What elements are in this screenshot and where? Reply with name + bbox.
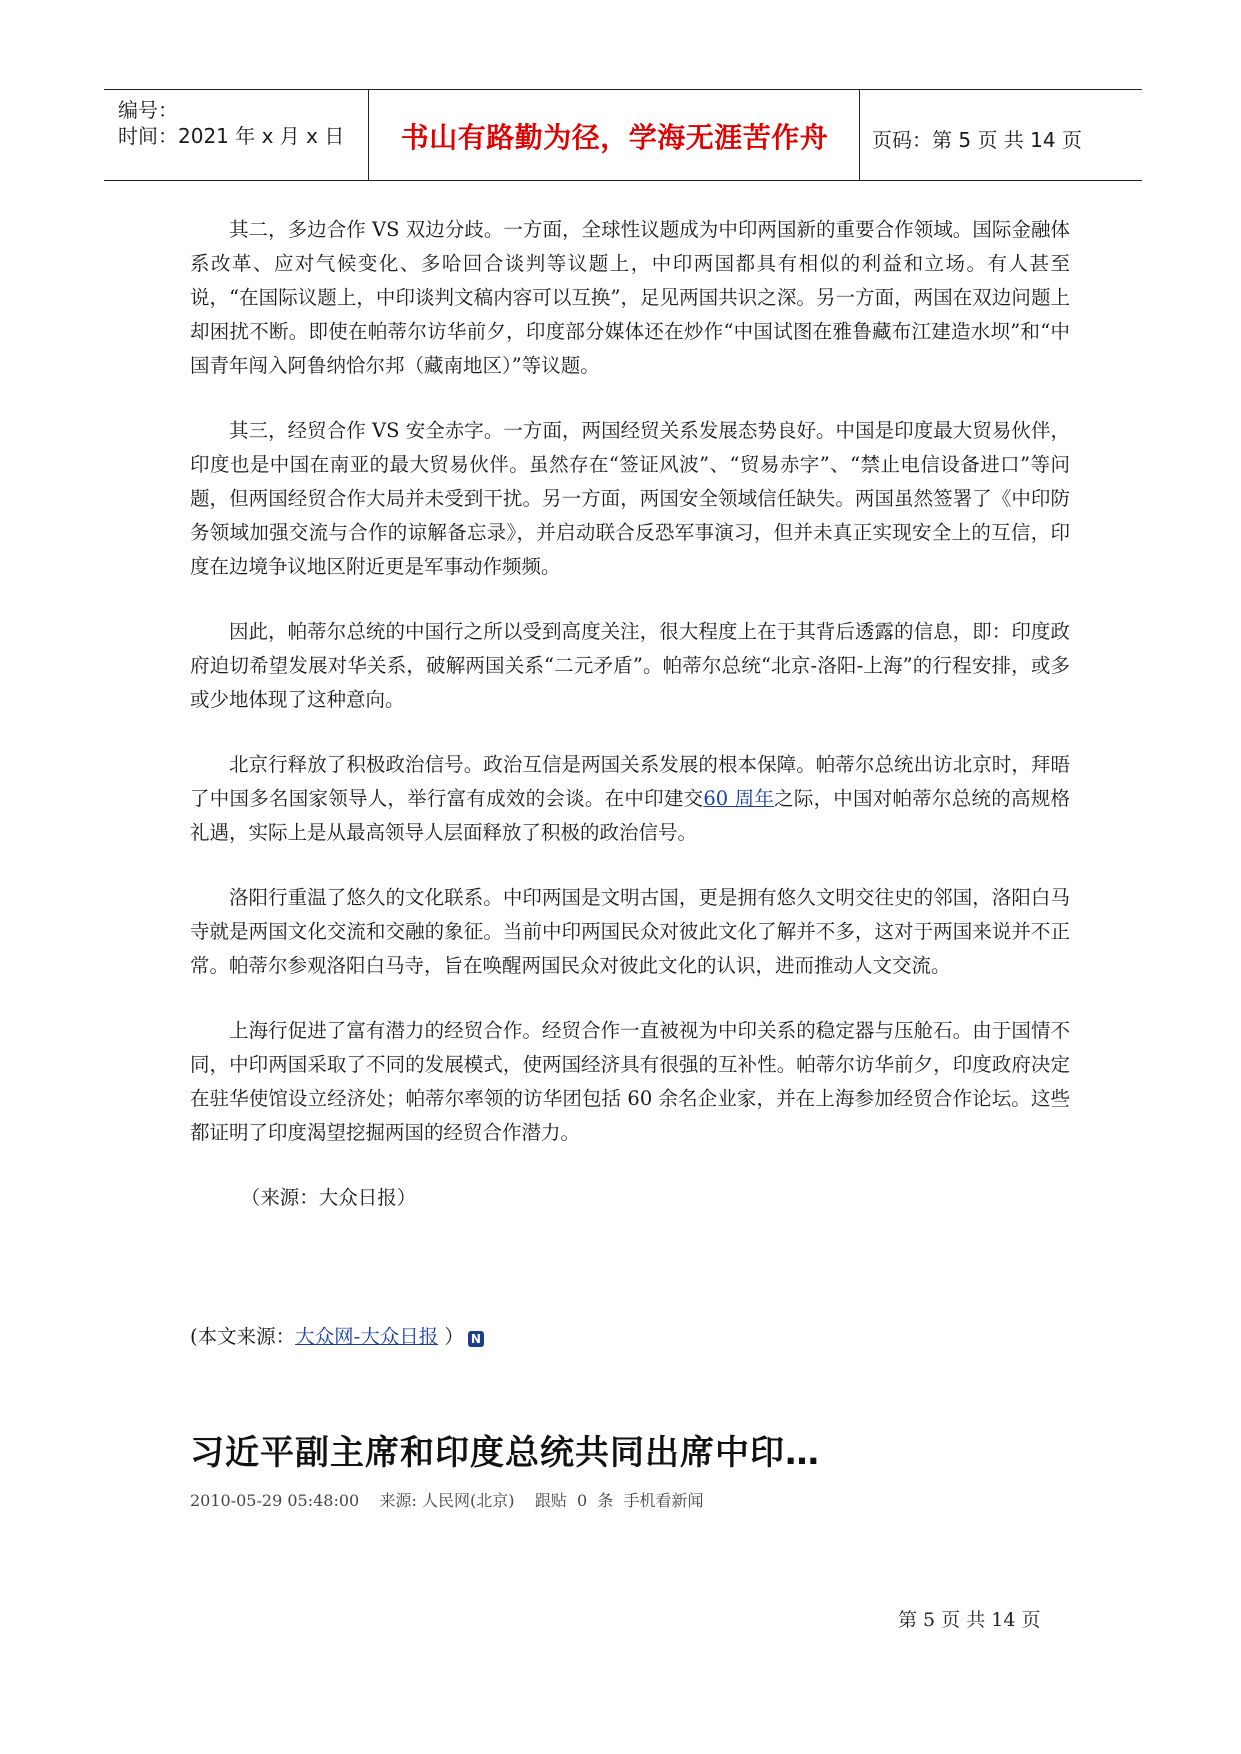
paragraph: 因此，帕蒂尔总统的中国行之所以受到高度关注，很大程度上在于其背后透露的信息，即：印度政府迫切希望发展对华关系，破解两国关系“二元矛盾”。帕蒂尔总统“北京-洛阳-上海”的行程安排，或多或少地体现了这种意向。 [190, 620, 1070, 711]
page-header [104, 89, 1142, 181]
header-motto: 书山有路勤为径，学海无涯苦作舟 [400, 121, 829, 154]
paragraph-text: 北京行释放了积极政治信号。政治互信是两国关系发展的根本保障。帕蒂尔总统出访北京时，拜晤了中国多名国家领导人，举行富有成效的会谈。在中印建交 [190, 753, 1070, 810]
source-link[interactable]: 大众网-大众日报 [295, 1325, 439, 1348]
header-meta [118, 90, 368, 180]
paragraph: 其三，经贸合作 VS 安全赤字。一方面，两国经贸关系发展态势良好。中国是印度最大贸易伙伴，印度也是中国在南亚的最大贸易伙伴。虽然存在“签证风波”、“贸易赤字”、“禁止电信设备进口”等问题，但两国经贸合作大局并未受到干扰。另一方面，两国安全领域信任缺失。两国虽然签署了《中印防务领域加强交流与合作的谅解备忘录》，并启动联合反恐军事演习，但并未真正实现安全上的互信，印度在边境争议地区附近更是军事动作频频。 [190, 419, 1070, 578]
citation-prefix: (本文来源： [190, 1325, 296, 1348]
citation-suffix: ） [438, 1325, 464, 1348]
article-meta: 2010-05-29 05:48:00 来源: 人民网(北京) 跟贴 0 条 手机看新闻 [190, 1491, 704, 1510]
time-label: 时间：2021 年 x 月 x 日 [118, 124, 345, 148]
news-icon[interactable]: N [468, 1331, 484, 1347]
paragraph: 洛阳行重温了悠久的文化联系。中印两国是文明古国，更是拥有悠久文明交往史的邻国，洛阳白马寺就是两国文化交流和交融的象征。当前中印两国民众对彼此文化了解并不多，这对于两国来说并不正常。帕蒂尔参观洛阳白马寺，旨在唤醒两国民众对彼此文化的认识，进而推动人文交流。 [190, 886, 1070, 977]
paragraph: 上海行促进了富有潜力的经贸合作。经贸合作一直被视为中印关系的稳定器与压舱石。由于国情不同，中印两国采取了不同的发展模式，使两国经济具有很强的互补性。帕蒂尔访华前夕，印度政府决定在驻华使馆设立经济处；帕蒂尔率领的访华团包括 60 余名企业家，并在上海参加经贸合作论坛。这些都证明了印度渴望挖掘两国的经贸合作潜力。 [190, 1019, 1070, 1144]
paragraph [190, 748, 1070, 850]
page-footer: 第 5 页 共 14 页 [898, 1609, 1041, 1631]
article-title[interactable]: 习近平副主席和印度总统共同出席中印… [190, 1433, 820, 1473]
anniversary-link[interactable]: 60 周年 [703, 787, 775, 810]
source-note: （来源：大众日报） [240, 1186, 417, 1209]
serial-label: 编号： [118, 98, 178, 122]
citation [190, 1320, 484, 1354]
article-body [190, 213, 1070, 1241]
header-divider [368, 90, 369, 180]
header-page-label: 页码：第 5 页 共 14 页 [872, 128, 1082, 152]
header-divider [859, 90, 860, 180]
paragraph: 其二，多边合作 VS 双边分歧。一方面，全球性议题成为中印两国新的重要合作领域。国际金融体系改革、应对气候变化、多哈回合谈判等议题上，中印两国都具有相似的利益和立场。有人甚至说，“在国际议题上，中印谈判文稿内容可以互换”，足见两国共识之深。另一方面，两国在双边问题上却困扰不断。即使在帕蒂尔访华前夕，印度部分媒体还在炒作“中国试图在雅鲁藏布江建造水坝”和“中国青年闯入阿鲁纳恰尔邦（藏南地区）”等议题。 [190, 218, 1070, 377]
paragraph-text: 之际，中国对帕蒂尔总统的高规格礼遇，实际上是从最高领导人层面释放了积极的政治信号。 [190, 787, 1070, 844]
